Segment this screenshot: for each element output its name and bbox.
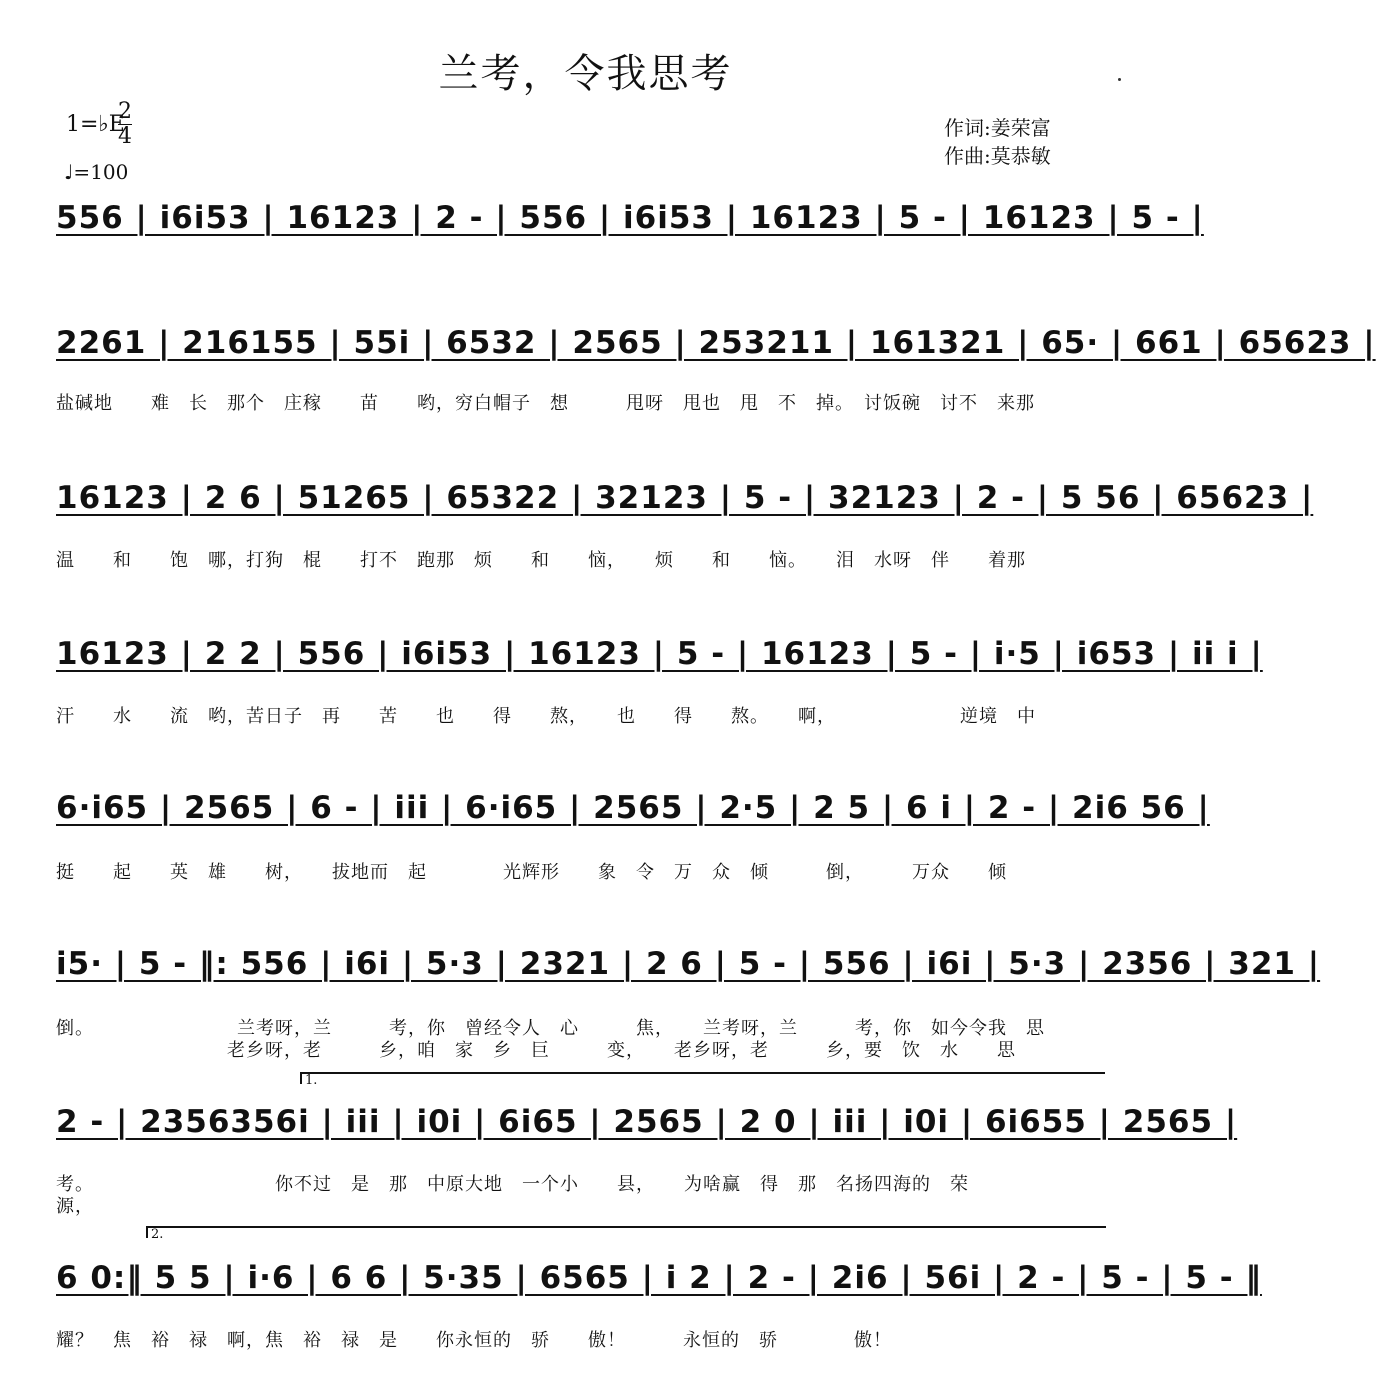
key-signature: 1=♭E xyxy=(66,112,125,137)
lyricist: 作词:姜荣富 xyxy=(944,116,1051,140)
lyrics: 考。 你不过 是 那 中原大地 一个小 县， 为啥赢 得 那 名扬四海的 荣 xyxy=(56,1174,969,1195)
score-line-2 xyxy=(56,325,1376,414)
lyrics: 耀？ 焦 裕 禄 啊，焦 裕 禄 是 你永恒的 骄 傲！ 永恒的 骄 傲！ xyxy=(56,1330,892,1351)
score-line-4 xyxy=(56,636,1263,727)
time-signature xyxy=(118,100,132,149)
lyrics: 挺 起 英 雄 树， 拔地而 起 光辉形 象 令 万 众 倾 倒， 万众 倾 xyxy=(56,862,1007,883)
notation: 556 | i6i53 | 16123 | 2 - | 556 | i6i53 | 16123 | 5 - | 16123 | 5 - | xyxy=(56,200,1204,236)
lyrics-line-2: 源， xyxy=(56,1196,94,1217)
credits xyxy=(944,114,1051,170)
time-bottom: 4 xyxy=(118,124,132,149)
notation: 2261 | 216155 | 55i | 6532 | 2565 | 253211 | 161321 | 65· | 661 | 65623 | xyxy=(56,325,1376,361)
time-top: 2 xyxy=(118,99,132,124)
lyrics: 汗 水 流 哟，苦日子 再 苦 也 得 熬， 也 得 熬。 啊， 逆境 中 xyxy=(56,706,1036,727)
second-ending-bracket: 2. xyxy=(146,1226,1106,1238)
score-line-1 xyxy=(56,200,1204,250)
speck-mark xyxy=(1118,78,1121,81)
score-line-8 xyxy=(56,1260,1262,1351)
lyrics-verse-2: 老乡呀，老 乡，咱 家 乡 巨 变， 老乡呀，老 乡，要 饮 水 思 xyxy=(56,1040,1016,1061)
notation: 2 - | 2356356i | iii | i0i | 6i65 | 2565 | 2 0 | iii | i0i | 6i655 | 2565 | xyxy=(56,1104,1238,1140)
score-line-3 xyxy=(56,480,1314,571)
lyrics: 温 和 饱 哪，打狗 棍 打不 跑那 烦 和 恼， 烦 和 恼。 泪 水呀 伴 着那 xyxy=(56,550,1026,571)
composer: 作曲:莫恭敏 xyxy=(944,144,1051,168)
score-line-6 xyxy=(56,946,1321,1061)
notation: 6 0:‖ 5 5 | i·6 | 6 6 | 5·35 | 6565 | i 2 | 2 - | 2i6 | 56i | 2 - | 5 - | 5 - ‖ xyxy=(56,1260,1262,1296)
notation: 6·i65 | 2565 | 6 - | iii | 6·i65 | 2565 | 2·5 | 2 5 | 6 i | 2 - | 2i6 56 | xyxy=(56,790,1210,826)
lyrics-verse-1: 倒。 兰考呀，兰 考，你 曾经令人 心 焦， 兰考呀，兰 考，你 如今令我 思 xyxy=(56,1018,1045,1039)
score-line-5 xyxy=(56,790,1210,883)
notation: 16123 | 2 2 | 556 | i6i53 | 16123 | 5 - | 16123 | 5 - | i·5 | i653 | ii i | xyxy=(56,636,1263,672)
notation: 16123 | 2 6 | 51265 | 65322 | 32123 | 5 - | 32123 | 2 - | 5 56 | 65623 | xyxy=(56,480,1314,516)
song-title: 兰考，令我思考 xyxy=(438,51,733,97)
lyrics: 盐碱地 难 长 那个 庄稼 苗 哟，穷白帽子 想 甩呀 甩也 甩 不 掉。 讨饭碗 讨不 来那 xyxy=(56,393,1035,414)
notation: i5· | 5 - ‖: 556 | i6i | 5·3 | 2321 | 2 6 | 5 - | 556 | i6i | 5·3 | 2356 | 321 | xyxy=(56,946,1321,982)
first-ending-bracket: 1. xyxy=(300,1072,1105,1084)
tempo-marking: ♩=100 xyxy=(64,160,129,184)
score-line-7 xyxy=(56,1104,1238,1217)
